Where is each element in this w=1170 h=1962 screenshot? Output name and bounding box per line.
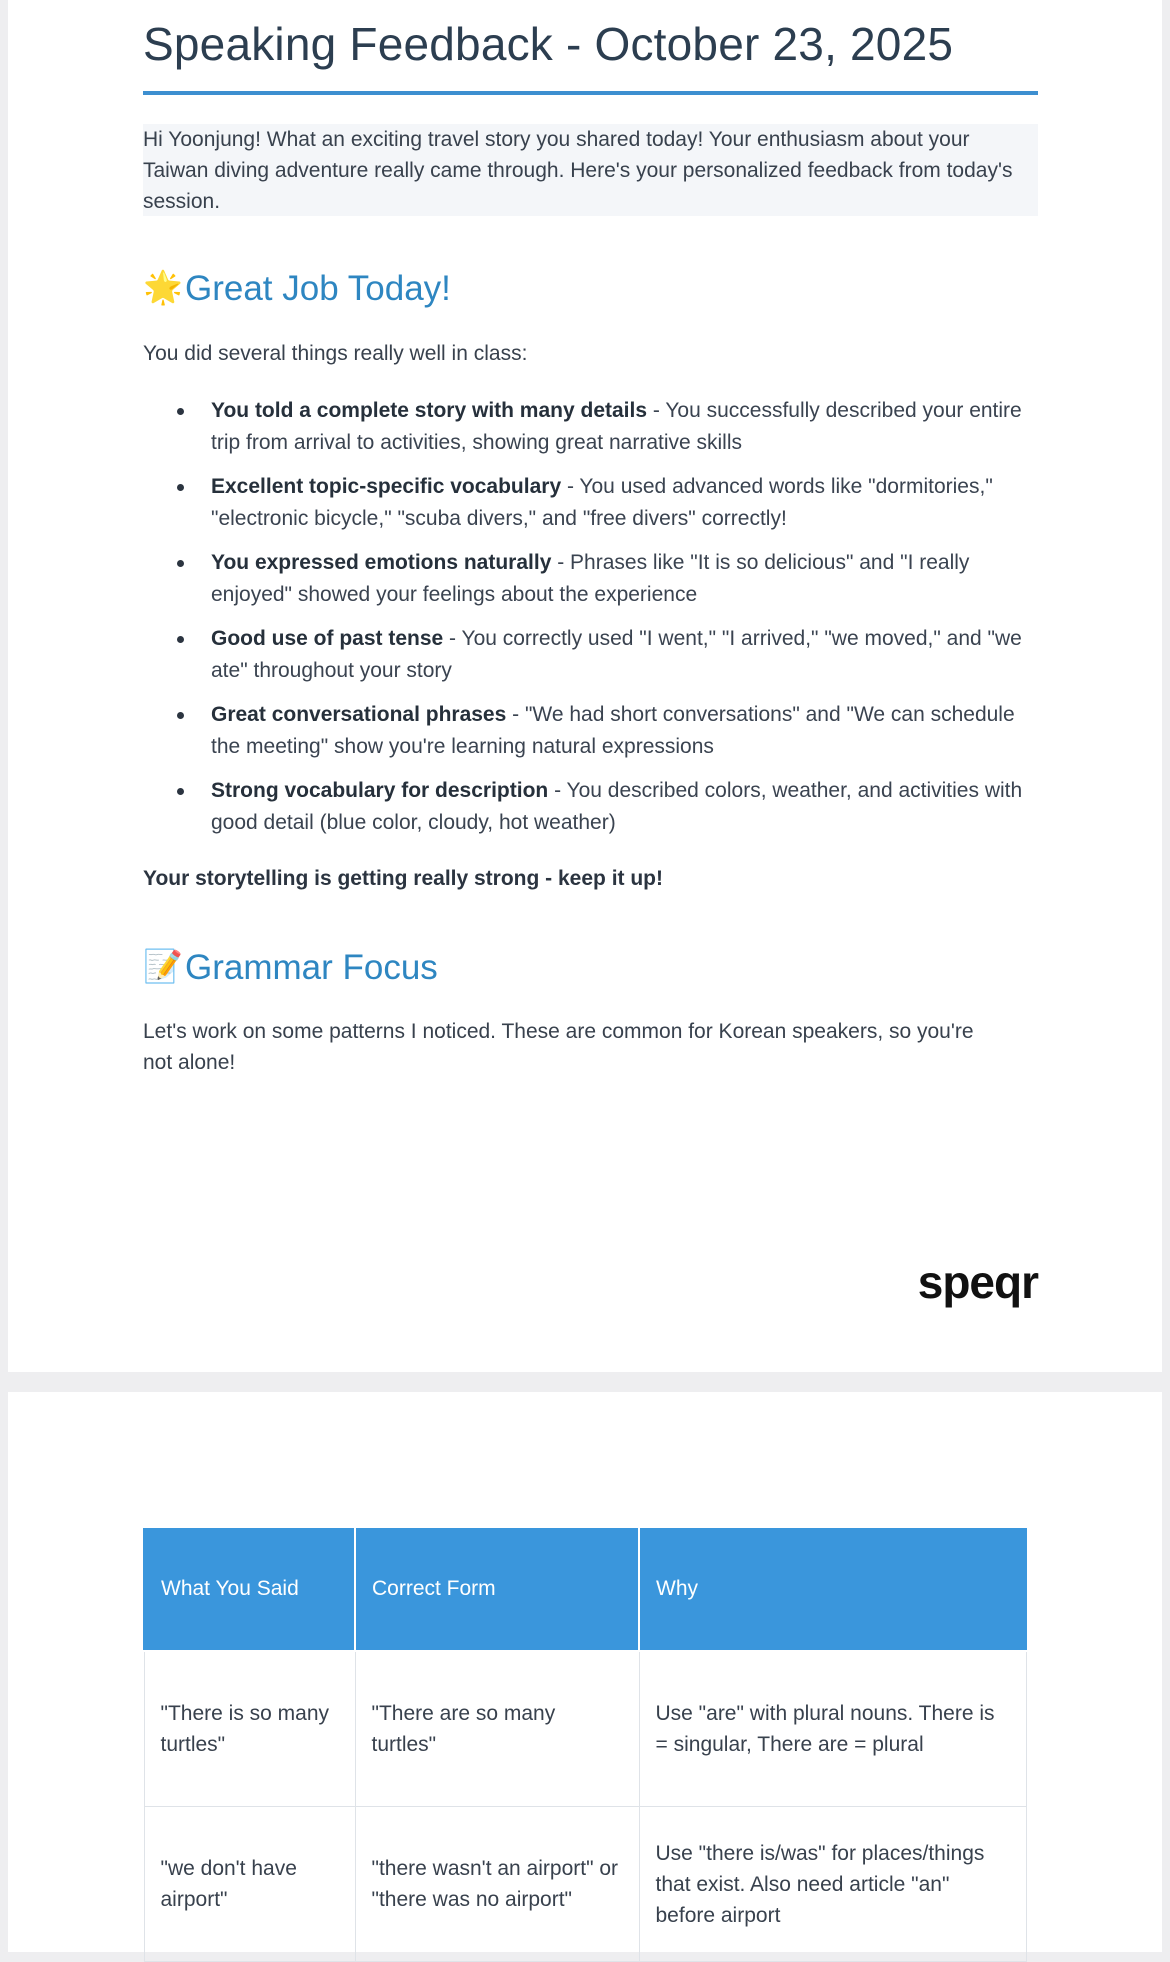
cell-why: Use "are" with plural nouns. There is = singular, There are = plural	[639, 1651, 1026, 1807]
cell-correct: "there wasn't an airport" or "there was no airport"	[355, 1807, 639, 1962]
cell-why: Use "there is/was" for places/things that exist. Also need article "an" before airport	[639, 1807, 1026, 1962]
cell-said: "we don't have airport"	[144, 1807, 355, 1962]
list-item-text: - Phrases like "It is so delicious" and "I really enjoyed" showed your feelings about the experience	[211, 551, 970, 606]
strengths-list	[143, 395, 1038, 851]
table-row	[144, 1807, 1026, 1962]
list-item-text: - You correctly used "I went," "I arrived," "we moved," and "we ate" throughout your story	[211, 627, 1022, 682]
intro-box	[143, 124, 1038, 216]
list-item-bold: Excellent topic-specific vocabulary	[211, 475, 562, 498]
list-item	[143, 395, 1038, 459]
page-title: Speaking Feedback - October 23, 2025	[143, 18, 954, 70]
list-item-bold: Great conversational phrases	[211, 703, 507, 726]
cell-correct: "There are so many turtles"	[355, 1651, 639, 1807]
list-item-bold: You expressed emotions naturally	[211, 551, 552, 574]
bullet-icon	[177, 560, 184, 567]
column-header-why: Why	[639, 1528, 1026, 1651]
memo-icon: 📝	[143, 948, 183, 984]
intro-text: Hi Yoonjung! What an exciting travel story you shared today! Your enthusiasm about your Taiwan diving adventure really came through. Here's your personalized feedback from today's session.	[143, 128, 1013, 213]
title-divider	[143, 91, 1038, 95]
list-item	[143, 471, 1038, 535]
list-item	[143, 623, 1038, 687]
list-item-text: - "We had short conversations" and "We can schedule the meeting" show you're learning natural expressions	[211, 703, 1015, 758]
bullet-icon	[177, 408, 184, 415]
great-job-intro: You did several things really well in class:	[143, 342, 528, 365]
grammar-heading	[143, 941, 1038, 993]
grammar-table	[143, 1528, 1027, 1962]
list-item-text: - You used advanced words like "dormitories," "electronic bicycle," "scuba divers," and "free divers" correctly!	[211, 475, 993, 530]
list-item	[143, 547, 1038, 611]
list-item-bold: Good use of past tense	[211, 627, 444, 650]
list-item-bold: You told a complete story with many details	[211, 399, 648, 422]
list-item-text: - You successfully described your entire trip from arrival to activities, showing great narrative skills	[211, 399, 1022, 454]
grammar-heading-text: Grammar Focus	[185, 948, 438, 987]
column-header-said: What You Said	[144, 1528, 355, 1651]
page-2	[8, 1392, 1162, 1952]
table-row	[144, 1651, 1026, 1807]
great-job-heading	[143, 262, 1038, 314]
page-1	[8, 0, 1162, 1372]
list-item	[143, 775, 1038, 839]
great-job-closing: Your storytelling is getting really strong - keep it up!	[143, 867, 664, 890]
bullet-icon	[177, 712, 184, 719]
great-job-heading-text: Great Job Today!	[185, 269, 451, 308]
speqr-logo: speqr	[917, 1256, 1038, 1308]
bullet-icon	[177, 484, 184, 491]
list-item-bold: Strong vocabulary for description	[211, 779, 549, 802]
column-header-correct: Correct Form	[355, 1528, 639, 1651]
list-item-text: - You described colors, weather, and activities with good detail (blue color, cloudy, hot weather)	[211, 779, 1023, 834]
table-header-row	[144, 1528, 1026, 1651]
bullet-icon	[177, 788, 184, 795]
star-icon: 🌟	[143, 269, 183, 305]
grammar-intro: Let's work on some patterns I noticed. These are common for Korean speakers, so you're not alone!	[143, 1020, 974, 1074]
bullet-icon	[177, 636, 184, 643]
cell-said: "There is so many turtles"	[144, 1651, 355, 1807]
list-item	[143, 699, 1038, 763]
